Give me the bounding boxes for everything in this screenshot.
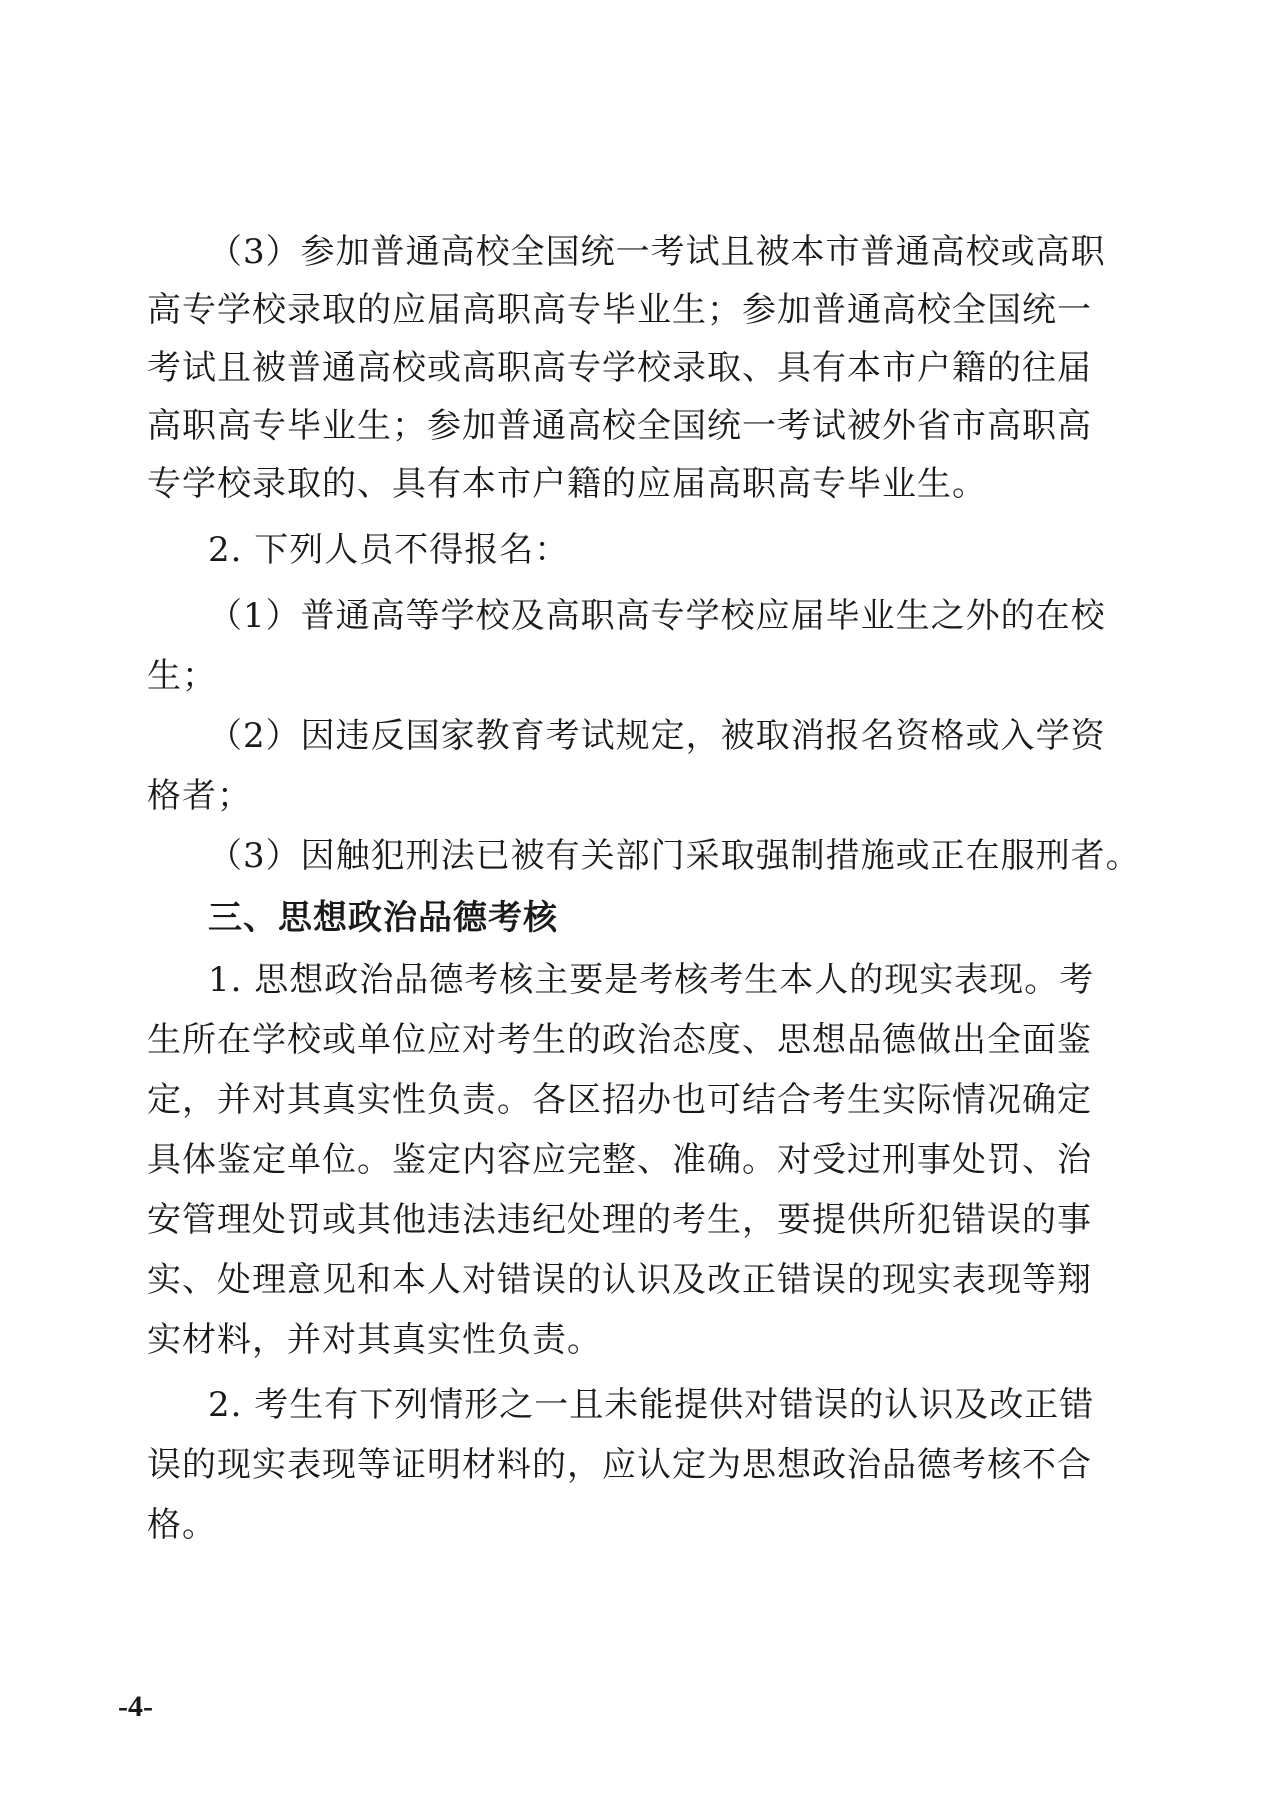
text-line: 格。 bbox=[147, 1505, 217, 1545]
text-line: 生所在学校或单位应对考生的政治态度、思想品德做出全面鉴 bbox=[147, 1020, 1092, 1060]
text-line: 定，并对其真实性负责。各区招办也可结合考生实际情况确定 bbox=[147, 1080, 1092, 1120]
text-line: 实、处理意见和本人对错误的认识及改正错误的现实表现等翔 bbox=[147, 1260, 1092, 1300]
text-line: 高职高专毕业生；参加普通高校全国统一考试被外省市高职高 bbox=[147, 406, 1092, 446]
text-line: 安管理处罚或其他违法违纪处理的考生，要提供所犯错误的事 bbox=[147, 1200, 1092, 1240]
text-line: 格者； bbox=[147, 776, 252, 816]
text-line: （2）因违反国家教育考试规定，被取消报名资格或入学资 bbox=[208, 716, 1106, 756]
text-line: （3）参加普通高校全国统一考试且被本市普通高校或高职 bbox=[208, 232, 1106, 272]
text-line: 2. 下列人员不得报名： bbox=[208, 530, 570, 570]
text-line: 1. 思想政治品德考核主要是考核考生本人的现实表现。考 bbox=[208, 960, 1095, 1000]
text-line: 专学校录取的、具有本市户籍的应届高职高专毕业生。 bbox=[147, 464, 987, 504]
text-line: 2. 考生有下列情形之一且未能提供对错误的认识及改正错 bbox=[208, 1385, 1095, 1425]
section-heading: 三、思想政治品德考核 bbox=[208, 898, 558, 938]
text-line: 考试且被普通高校或高职高专学校录取、具有本市户籍的往届 bbox=[147, 348, 1092, 388]
text-line: （3）因触犯刑法已被有关部门采取强制措施或正在服刑者。 bbox=[208, 836, 1141, 876]
text-line: 高专学校录取的应届高职高专毕业生；参加普通高校全国统一 bbox=[147, 290, 1092, 330]
text-line: （1）普通高等学校及高职高专学校应届毕业生之外的在校 bbox=[208, 596, 1106, 636]
text-line: 实材料，并对其真实性负责。 bbox=[147, 1320, 602, 1360]
text-line: 具体鉴定单位。鉴定内容应完整、准确。对受过刑事处罚、治 bbox=[147, 1140, 1092, 1180]
text-line: 误的现实表现等证明材料的，应认定为思想政治品德考核不合 bbox=[147, 1445, 1092, 1485]
page-number: -4- bbox=[118, 1690, 153, 1723]
text-line: 生； bbox=[147, 656, 217, 696]
